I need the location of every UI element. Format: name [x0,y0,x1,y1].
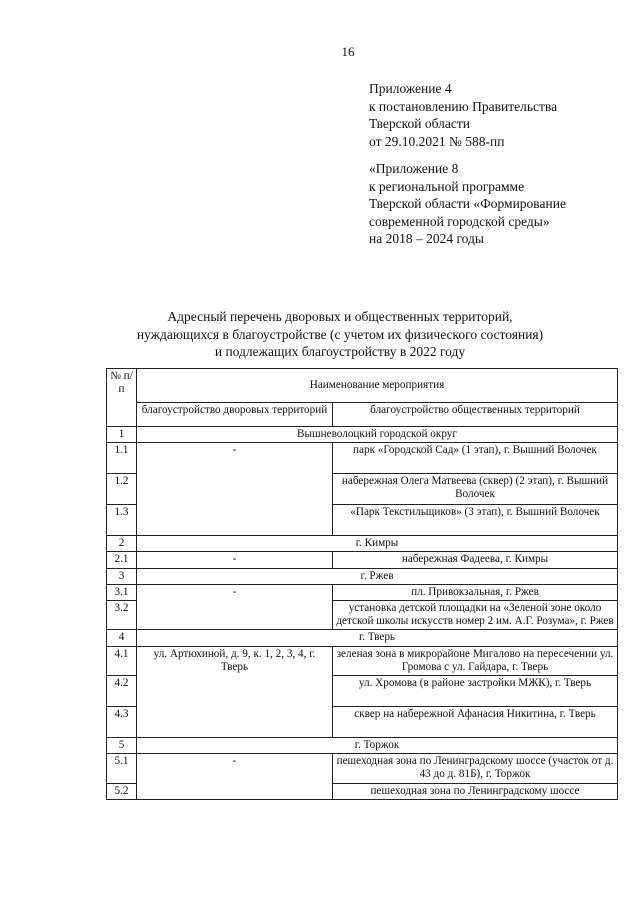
public-territory-cell: зеленая зона в микрорайоне Мигалово на пересечении ул. Громова с ул. Гайдара, г. Тверь [333,646,618,675]
group-number: 2 [107,536,137,552]
header-yard-territories: благоустройство дворовых территорий [137,403,333,427]
public-territory-cell: набережная Олега Матвеева (сквер) (2 этап), г. Вышний Волочек [333,474,618,505]
group-name: г. Торжок [137,738,618,754]
row-number: 1.2 [107,474,137,505]
appendix-4-block [369,80,629,150]
group-number: 3 [107,568,137,584]
group-name: г. Тверь [137,630,618,646]
group-row [107,738,618,754]
yard-cell-dash: - [137,584,333,630]
group-name: г. Ржев [137,568,618,584]
table-row [107,552,618,568]
appendix-4-line: к постановлению Правительства [369,98,558,114]
group-number: 5 [107,738,137,754]
group-name: Вышневолоцкий городской округ [137,427,618,443]
group-row [107,568,618,584]
appendix-8-line: на 2018 – 2024 годы [369,231,484,246]
yard-cell-dash: - [137,552,333,568]
page-number: 16 [341,44,355,59]
title-line: и подлежащих благоустройству в 2022 году [214,344,466,359]
public-territory-cell: пешеходная зона по Ленинградскому шоссе [333,783,618,799]
appendix-4-line: от 29.10.2021 № 588-пп [369,133,505,149]
group-number: 1 [107,427,137,443]
yard-territory-cell: ул. Артюхиной, д. 9, к. 1, 2, 3, 4, г. Тверь [137,646,333,737]
address-list-table [106,368,618,800]
group-row [107,536,618,552]
header-activity-name: Наименование мероприятия [137,369,618,403]
row-number: 4.1 [107,646,137,675]
public-territory-cell: пл. Привокзальная, г. Ржев [333,584,618,600]
title-line: Адресный перечень дворовых и общественных территорий, [167,309,513,324]
public-territory-cell: установка детской площадки на «Зеленой зоне около детской школы искусств номер 2 им. А.Г. Розума», г. Ржев [333,601,618,630]
appendix-8-line: Тверской области «Формирование [369,196,566,211]
table-header-row [107,369,618,403]
public-territory-cell: сквер на набережной Афанасия Никитина, г. Тверь [333,707,618,738]
document-title [90,308,590,361]
table-subheader-row [107,403,618,427]
appendix-8-block [369,160,629,248]
group-row [107,427,618,443]
row-number: 1.3 [107,505,137,536]
header-public-territories: благоустройство общественных территорий [333,403,618,427]
appendix-4-line: Тверской области [369,116,470,131]
row-number: 1.1 [107,443,137,474]
appendix-8-line: «Приложение 8 [369,161,459,176]
appendix-8-line: современной городской среды» [369,213,550,229]
table-row [107,646,618,675]
table-row [107,584,618,600]
yard-cell-dash: - [137,754,333,800]
group-row [107,630,618,646]
group-number: 4 [107,630,137,646]
row-number: 5.1 [107,754,137,783]
public-territory-cell: пешеходная зона по Ленинградскому шоссе (участок от д. 43 до д. 81Б), г. Торжок [333,754,618,783]
row-number: 4.2 [107,676,137,707]
appendix-4-line: Приложение 4 [369,81,452,96]
public-territory-cell: «Парк Текстильщиков» (3 этап), г. Вышний Волочек [333,505,618,536]
table-row [107,443,618,474]
public-territory-cell: набережная Фадеева, г. Кимры [333,552,618,568]
yard-cell-dash: - [137,443,333,536]
row-number: 2.1 [107,552,137,568]
row-number: 3.1 [107,584,137,600]
appendix-8-line: к региональной программе [369,178,525,194]
row-number: 4.3 [107,707,137,738]
table-row [107,754,618,783]
header-number: № п/п [107,369,137,427]
row-number: 3.2 [107,601,137,630]
row-number: 5.2 [107,783,137,799]
public-territory-cell: парк «Городской Сад» (1 этап), г. Вышний Волочек [333,443,618,474]
public-territory-cell: ул. Хромова (в районе застройки МЖК), г. Тверь [333,676,618,707]
group-name: г. Кимры [137,536,618,552]
title-line: нуждающихся в благоустройстве (с учетом их физического состояния) [136,326,544,342]
